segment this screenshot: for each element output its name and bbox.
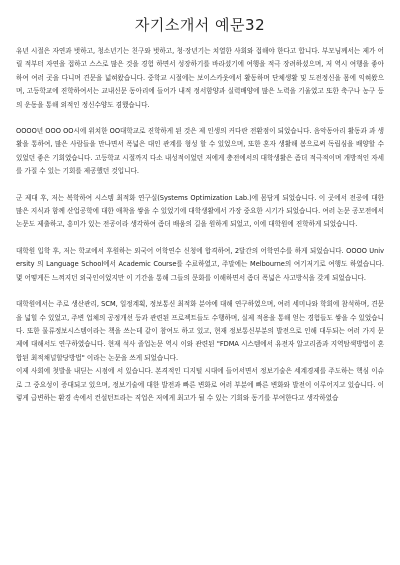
document-title: 자기소개서 예문32 — [134, 16, 266, 34]
paragraph-research-lab: 군 제대 후, 저는 복학하여 시스템 최적화 연구실(Systems Optimization Lab.)에 몸담게 되었습니다. 이 곳에서 전공에 대한 많은 지식과 함께 산업공학에 대한 애착을 쌓을 수 있었기에 대학생활에서 가장 중요한 시기가 되었습니다. 여러 논문 공모전에서 논문도 제출하고, 흥미가 있는 전공이라 생각하여 좀더 배움의 길을 원하게 되었고, 이에 대학원에 진학하게 되었습니다. — [16, 193, 384, 229]
paragraph-childhood: 유년 시절은 자연과 벗하고, 청소년기는 친구와 벗하고, 청·장년기는 치열한 사회와 접해야 한다고 합니다. 부모님께서는 제가 어릴 적부터 자연을 접하고 스스로 많은 것을 경험 하면서 성장하기를 바라셨기에 여행을 적극 장려하셨으며, 저 역시 여행을 좋아하여 여러 곳을 다니며 견문을 넓혀왔습니다. 중학교 시절에는 보이스카웃에서 활동하며 단체생활 및 도전정신을 몸에 익혀왔으며, 고등학교에 진학하여서는 교내신문 동아리에 들어가 내적 정서함양과 실력배양에 많은 노력을 기울였고 또한 축구나 농구 등의 운동을 통해 외적인 정신수양도 겸했습니다. — [16, 47, 384, 109]
paragraph-graduate-research: 대학원에서는 주로 생산관리, SCM, 일정계획, 정보통신 최적화 분야에 대해 연구하였으며, 여러 세미나와 학회에 참석하며, 견문을 넓힐 수 있었고, 주변 업체의 공정개선 등과 관련된 프로젝트들도 수행하며, 실제 적용을 통해 얻는 경험들도 쌓을 수 있었습니다. 또한 물류정보시스템이라는 책을 쓰는데 같이 참여도 하고 있고, 현재 정보통신부분의 발전으로 인해 대두되는 여러 가지 문제에 대해서도 연구하였습니다. 현재 석사 졸업논문 역시 이와 관련된 "FDMA 시스템에서 유전자 알고리즘과 지역탐색방법이 혼합된 최적채널할당방법" 이라는 논문을 쓰게 되었습니다. — [16, 300, 384, 362]
paragraph-university: OOOO년 OOO OO시에 위치한 OO대학교로 진학하게 된 것은 제 인생의 커다란 전환점이 되었습니다. 음악동아리 활동과 과 생활을 통하여, 많은 사람들을 만나면서 폭넓은 대인 관계를 형성 할 수 있었으며, 또한 혼자 생활해 봄으로써 독립심을 배양할 수 있었던 좋은 기회였습니다. 고등학교 시절까지 다소 내성적이었던 저에게 충전에서의 대학생활은 좀더 적극적이며 개방적인 자세를 가질 수 있는 기회를 제공했던 것입니다. — [16, 127, 384, 176]
paragraph-language-course: 대학원 입학 후, 저는 학교에서 후원하는 외국어 어학연수 신청에 합격하여, 2달간의 어학연수를 하게 되었습니다. OOOO University 의 Language School에서 Academic Course를 수료하였고, 주말에는 Melbourne의 여기저기로 여행도 하였습니다. 몇 어떻게든 느껴지던 외국인이었지만 이 기간을 통해 그들의 문화를 이해하면서 좀더 폭넓은 사고방식을 갖게 되었습니다. — [16, 246, 384, 282]
paragraph-career-goal: 이제 사회에 첫발을 내딛는 시점에 서 있습니다. 본격적인 디지털 시대에 들어서면서 정보기술은 세계경제를 주도하는 핵심 이슈로 그 중요성이 증대되고 있으며, 정보기술에 대한 발전과 빠른 변화로 여러 부분에 빠른 변화와 발전이 이루어지고 있습니다. 이렇게 급변하는 환경 속에서 컨설턴트라는 직업은 저에게 최고가 될 수 있는 기회와 동기를 부여한다고 생각하였습 — [16, 367, 384, 402]
